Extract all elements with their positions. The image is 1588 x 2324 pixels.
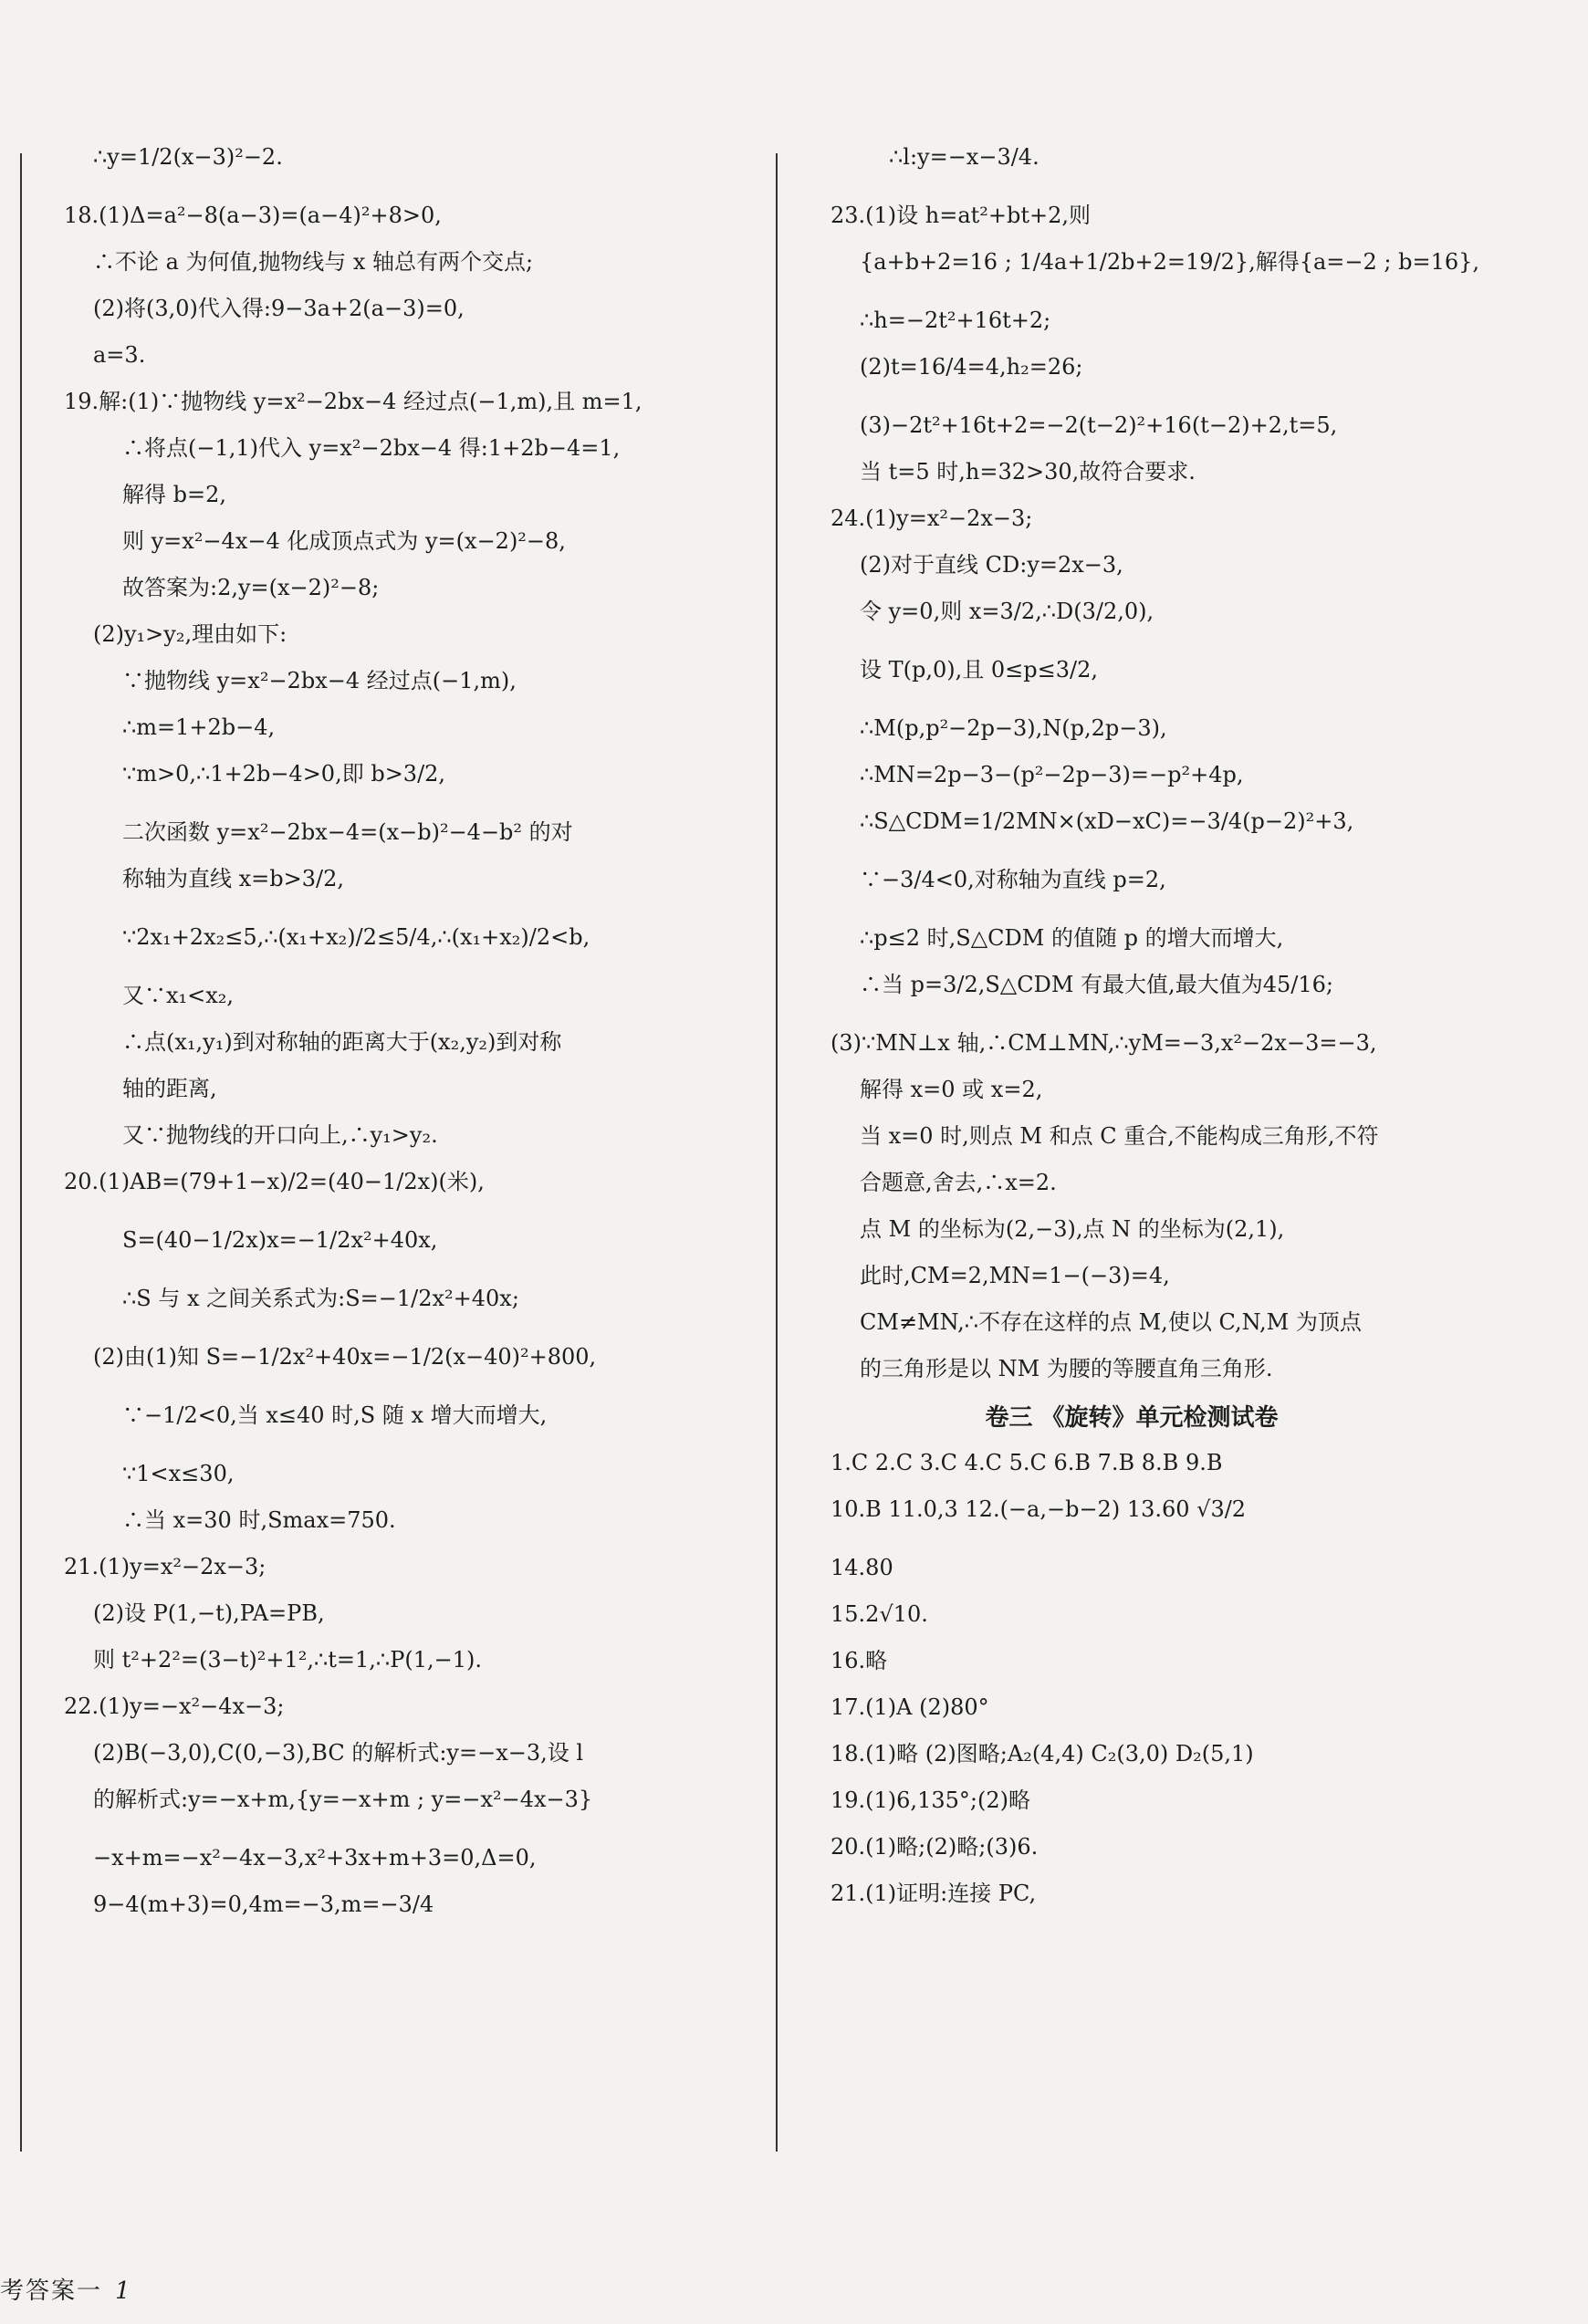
column-divider <box>776 153 778 2152</box>
answer-line: (2)对于直线 CD:y=2x−3, <box>860 552 1123 578</box>
answer-line: 解得 x=0 或 x=2, <box>860 1077 1043 1102</box>
answer-line: ∵抛物线 y=x²−2bx−4 经过点(−1,m), <box>122 668 517 693</box>
answer-line: a=3. <box>93 342 146 368</box>
answer-line: ∴h=−2t²+16t+2; <box>860 307 1051 333</box>
answer-line: ∴将点(−1,1)代入 y=x²−2bx−4 得:1+2b−4=1, <box>122 435 621 461</box>
answer-line: ∴当 x=30 时,Smax=750. <box>122 1507 396 1533</box>
answer-line: 20.(1)略;(2)略;(3)6. <box>831 1834 1039 1860</box>
answer-line: (2)y₁>y₂,理由如下: <box>93 621 287 647</box>
answer-line: 又∵x₁<x₂, <box>122 983 235 1008</box>
answer-line: 9−4(m+3)=0,4m=−3,m=−3/4 <box>93 1892 434 1917</box>
answer-line: 14.80 <box>831 1555 893 1580</box>
answer-line: (2)B(−3,0),C(0,−3),BC 的解析式:y=−x−3,设 l <box>93 1740 584 1766</box>
answer-line: 19.解:(1)∵抛物线 y=x²−2bx−4 经过点(−1,m),且 m=1, <box>64 389 643 414</box>
answer-line: 故答案为:2,y=(x−2)²−8; <box>122 575 380 600</box>
answer-line: (3)∵MN⊥x 轴,∴CM⊥MN,∴yM=−3,x²−2x−3=−3, <box>831 1030 1377 1056</box>
answer-line: 10.B 11.0,3 12.(−a,−b−2) 13.60 √3/2 <box>831 1496 1247 1522</box>
answer-line: 轴的距离, <box>122 1076 217 1101</box>
answer-line: ∴m=1+2b−4, <box>122 714 276 740</box>
right-column <box>831 141 1488 1924</box>
answer-line: ∴点(x₁,y₁)到对称轴的距离大于(x₂,y₂)到对称 <box>122 1029 562 1055</box>
answer-line: CM≠MN,∴不存在这样的点 M,使以 C,N,M 为顶点 <box>860 1309 1362 1335</box>
answer-line: ∴MN=2p−3−(p²−2p−3)=−p²+4p, <box>860 762 1244 787</box>
left-margin-rule <box>20 153 22 2152</box>
answer-line: (2)将(3,0)代入得:9−3a+2(a−3)=0, <box>93 296 465 321</box>
answer-line: 设 T(p,0),且 0≤p≤3/2, <box>860 657 1098 683</box>
answer-line: 1.C 2.C 3.C 4.C 5.C 6.B 7.B 8.B 9.B <box>831 1450 1223 1475</box>
answer-line: 令 y=0,则 x=3/2,∴D(3/2,0), <box>860 599 1154 624</box>
answer-line: 21.(1)y=x²−2x−3; <box>64 1554 266 1579</box>
answer-line: 23.(1)设 h=at²+bt+2,则 <box>831 203 1092 228</box>
answer-line: ∵m>0,∴1+2b−4>0,即 b>3/2, <box>122 761 446 787</box>
footer-label: 考答案一 <box>0 2277 103 2305</box>
answer-line: 的解析式:y=−x+m,{y=−x+m ; y=−x²−4x−3} <box>93 1787 593 1812</box>
answer-line: S=(40−1/2x)x=−1/2x²+40x, <box>122 1227 438 1253</box>
answer-line: −x+m=−x²−4x−3,x²+3x+m+3=0,Δ=0, <box>93 1845 537 1871</box>
answer-line: 21.(1)证明:连接 PC, <box>831 1881 1037 1906</box>
answer-line: ∴不论 a 为何值,抛物线与 x 轴总有两个交点; <box>93 249 534 275</box>
left-column <box>64 141 739 1935</box>
answer-line: ∵−1/2<0,当 x≤40 时,S 随 x 增大而增大, <box>122 1402 548 1428</box>
answer-line: ∴S 与 x 之间关系式为:S=−1/2x²+40x; <box>122 1286 519 1311</box>
answer-line: 又∵抛物线的开口向上,∴y₁>y₂. <box>122 1122 438 1148</box>
answer-line: ∴y=1/2(x−3)²−2. <box>93 144 283 170</box>
answer-line: 称轴为直线 x=b>3/2, <box>122 866 344 891</box>
answer-line: 则 y=x²−4x−4 化成顶点式为 y=(x−2)²−8, <box>122 528 566 554</box>
answer-line: 17.(1)A (2)80° <box>831 1694 989 1720</box>
answer-line: 点 M 的坐标为(2,−3),点 N 的坐标为(2,1), <box>860 1216 1285 1242</box>
answer-line: (3)−2t²+16t+2=−2(t−2)²+16(t−2)+2,t=5, <box>860 412 1338 438</box>
answer-line: ∴l:y=−x−3/4. <box>889 144 1040 170</box>
answer-line: 16.略 <box>831 1648 888 1673</box>
answer-line: 此时,CM=2,MN=1−(−3)=4, <box>860 1263 1170 1288</box>
page-footer <box>0 2272 132 2306</box>
page-number: 1 <box>115 2277 132 2305</box>
answer-line: 当 t=5 时,h=32>30,故符合要求. <box>860 459 1196 485</box>
answer-line: 当 x=0 时,则点 M 和点 C 重合,不能构成三角形,不符 <box>860 1123 1379 1149</box>
answer-line: 19.(1)6,135°;(2)略 <box>831 1787 1030 1813</box>
answer-line: 15.2√10. <box>831 1601 928 1627</box>
answer-line: 合题意,舍去,∴x=2. <box>860 1170 1057 1195</box>
answer-line: 22.(1)y=−x²−4x−3; <box>64 1693 285 1719</box>
answer-line: 18.(1)略 (2)图略;A₂(4,4) C₂(3,0) D₂(5,1) <box>831 1741 1254 1766</box>
answer-line: ∵1<x≤30, <box>122 1461 235 1486</box>
answer-line: (2)设 P(1,−t),PA=PB, <box>93 1600 325 1626</box>
answer-line: 20.(1)AB=(79+1−x)/2=(40−1/2x)(米), <box>64 1169 485 1194</box>
answer-line: 二次函数 y=x²−2bx−4=(x−b)²−4−b² 的对 <box>122 819 573 845</box>
section-title: 卷三 《旋转》单元检测试卷 <box>985 1404 1279 1432</box>
answer-line: ∴M(p,p²−2p−3),N(p,2p−3), <box>860 715 1167 741</box>
answer-line: ∴S△CDM=1/2MN×(xD−xC)=−3/4(p−2)²+3, <box>860 808 1354 834</box>
answer-line: {a+b+2=16 ; 1/4a+1/2b+2=19/2},解得{a=−2 ; b=16}, <box>860 249 1480 275</box>
answer-line: 18.(1)Δ=a²−8(a−3)=(a−4)²+8>0, <box>64 203 442 228</box>
answer-line: ∵−3/4<0,对称轴为直线 p=2, <box>860 867 1166 892</box>
answer-line: 24.(1)y=x²−2x−3; <box>831 505 1033 531</box>
answer-line: ∴p≤2 时,S△CDM 的值随 p 的增大而增大, <box>860 925 1284 951</box>
answer-line: (2)t=16/4=4,h₂=26; <box>860 354 1083 380</box>
answer-line: (2)由(1)知 S=−1/2x²+40x=−1/2(x−40)²+800, <box>93 1344 597 1370</box>
answer-line: ∵2x₁+2x₂≤5,∴(x₁+x₂)/2≤5/4,∴(x₁+x₂)/2<b, <box>122 924 590 950</box>
answer-line: ∴当 p=3/2,S△CDM 有最大值,最大值为45/16; <box>860 972 1333 997</box>
answer-line: 则 t²+2²=(3−t)²+1²,∴t=1,∴P(1,−1). <box>93 1647 482 1673</box>
answer-line: 的三角形是以 NM 为腰的等腰直角三角形. <box>860 1356 1273 1381</box>
answer-line: 解得 b=2, <box>122 482 226 507</box>
